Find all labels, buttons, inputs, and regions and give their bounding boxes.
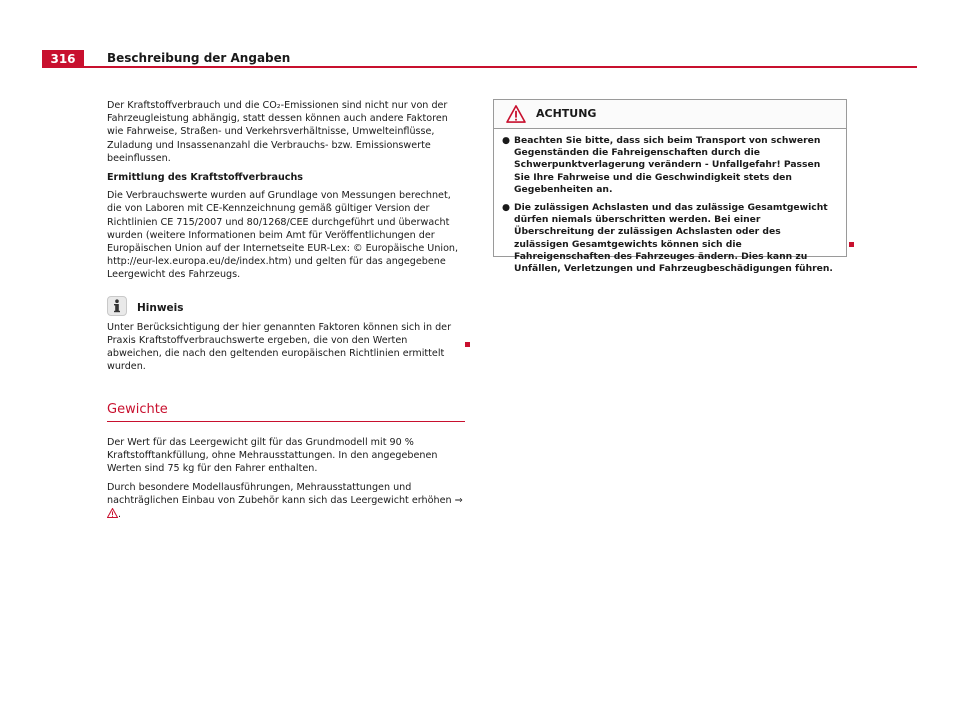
note-text: Unter Berücksichtigung der hier genannten Faktoren können sich in der Praxis Kraftstoffverbrauchswerte ergeben, die von den Werten abweichen, die nach den geltenden europäischen Richtlinien ermittelt wurden. xyxy=(107,321,452,373)
note-heading xyxy=(107,296,465,316)
header-divider xyxy=(84,66,917,68)
gewichte-paragraph-1: Der Wert für das Leergewicht gilt für das Grundmodell mit 90 % Kraftstofftankfüllung, ohne Mehrausstattungen. In den angegebenen Werten sind 75 kg für den Fahrer enthalten. xyxy=(107,436,438,475)
warning-item-text: Die zulässigen Achslasten und das zulässige Gesamtgewicht dürfen niemals überschritten werden. Bei einer Überschreitung der zulässigen Achslasten oder des zulässigen Gesamtgewichts können sich die Fahreigenschaften des Fahrzeuges ändern. Dies kann zu Unfällen, Verletzungen und Fahrzeugbeschädigungen führen. xyxy=(514,202,833,275)
warning-item xyxy=(502,135,838,196)
note-title: Hinweis xyxy=(137,302,184,315)
subheading-fuel-consumption: Ermittlung des Kraftstoffverbrauchs xyxy=(107,172,304,184)
warning-triangle-icon xyxy=(506,105,526,123)
warning-header xyxy=(494,100,846,129)
warning-title: ACHTUNG xyxy=(536,106,597,120)
section-title-gewichte: Gewichte xyxy=(107,403,465,421)
left-column xyxy=(107,99,465,527)
gewichte-paragraph-2-text: Durch besondere Modellausführungen, Mehrausstattungen und nachträglichen Einbau von Zubehör kann sich das Leergewicht erhöhen ⇒ xyxy=(107,482,463,507)
warning-reference-icon[interactable] xyxy=(107,508,118,518)
section-end-marker xyxy=(465,342,470,347)
gewichte-body xyxy=(107,436,465,521)
gewichte-paragraph-2-end: . xyxy=(118,508,122,520)
page-header-title: Beschreibung der Angaben xyxy=(107,51,291,65)
warning-item-text: Beachten Sie bitte, dass sich beim Transport von schweren Gegenständen die Fahreigenschaften durch die Schwerpunktverlagerung verändern - Unfallgefahr! Passen Sie Ihre Fahrweise und die Geschwindigkeit stets den Gegebenheiten an. xyxy=(514,135,821,195)
gewichte-paragraph-2 xyxy=(107,481,465,521)
warning-end-marker xyxy=(849,242,854,247)
fuel-consumption-paragraph: Die Verbrauchswerte wurden auf Grundlage von Messungen berechnet, die von Laboren mit CE-Kennzeichnung gemäß gültiger Version der Richtlinien CE 715/2007 und 80/1268/CEE durchgeführt und überwacht wurden (weitere Informationen beim Amt für Veröffentlichungen der Europäischen Union auf der Internetseite EUR-Lex: © Europäische Union, http://eur-lex.europa.eu/de/index.htm) und gelten für das angegebene Leergewicht des Fahrzeugs. xyxy=(107,190,459,281)
bullet: ● xyxy=(502,135,511,146)
info-icon xyxy=(107,296,127,316)
warning-item xyxy=(502,202,838,275)
page-number: 316 xyxy=(42,50,84,68)
warning-box xyxy=(493,99,847,275)
intro-paragraph: Der Kraftstoffverbrauch und die CO₂-Emissionen sind nicht nur von der Fahrzeugleistung abhängig, statt dessen können auch andere Faktoren wie Fahrweise, Straßen- und Verkehrsverhältnisse, Umwelteinflüsse, Zuladung und Insassenanzahl die Verbrauchs- bzw. Emissionswerte beeinflussen. xyxy=(107,100,448,164)
bullet: ● xyxy=(502,202,511,214)
warning-list xyxy=(494,129,846,275)
